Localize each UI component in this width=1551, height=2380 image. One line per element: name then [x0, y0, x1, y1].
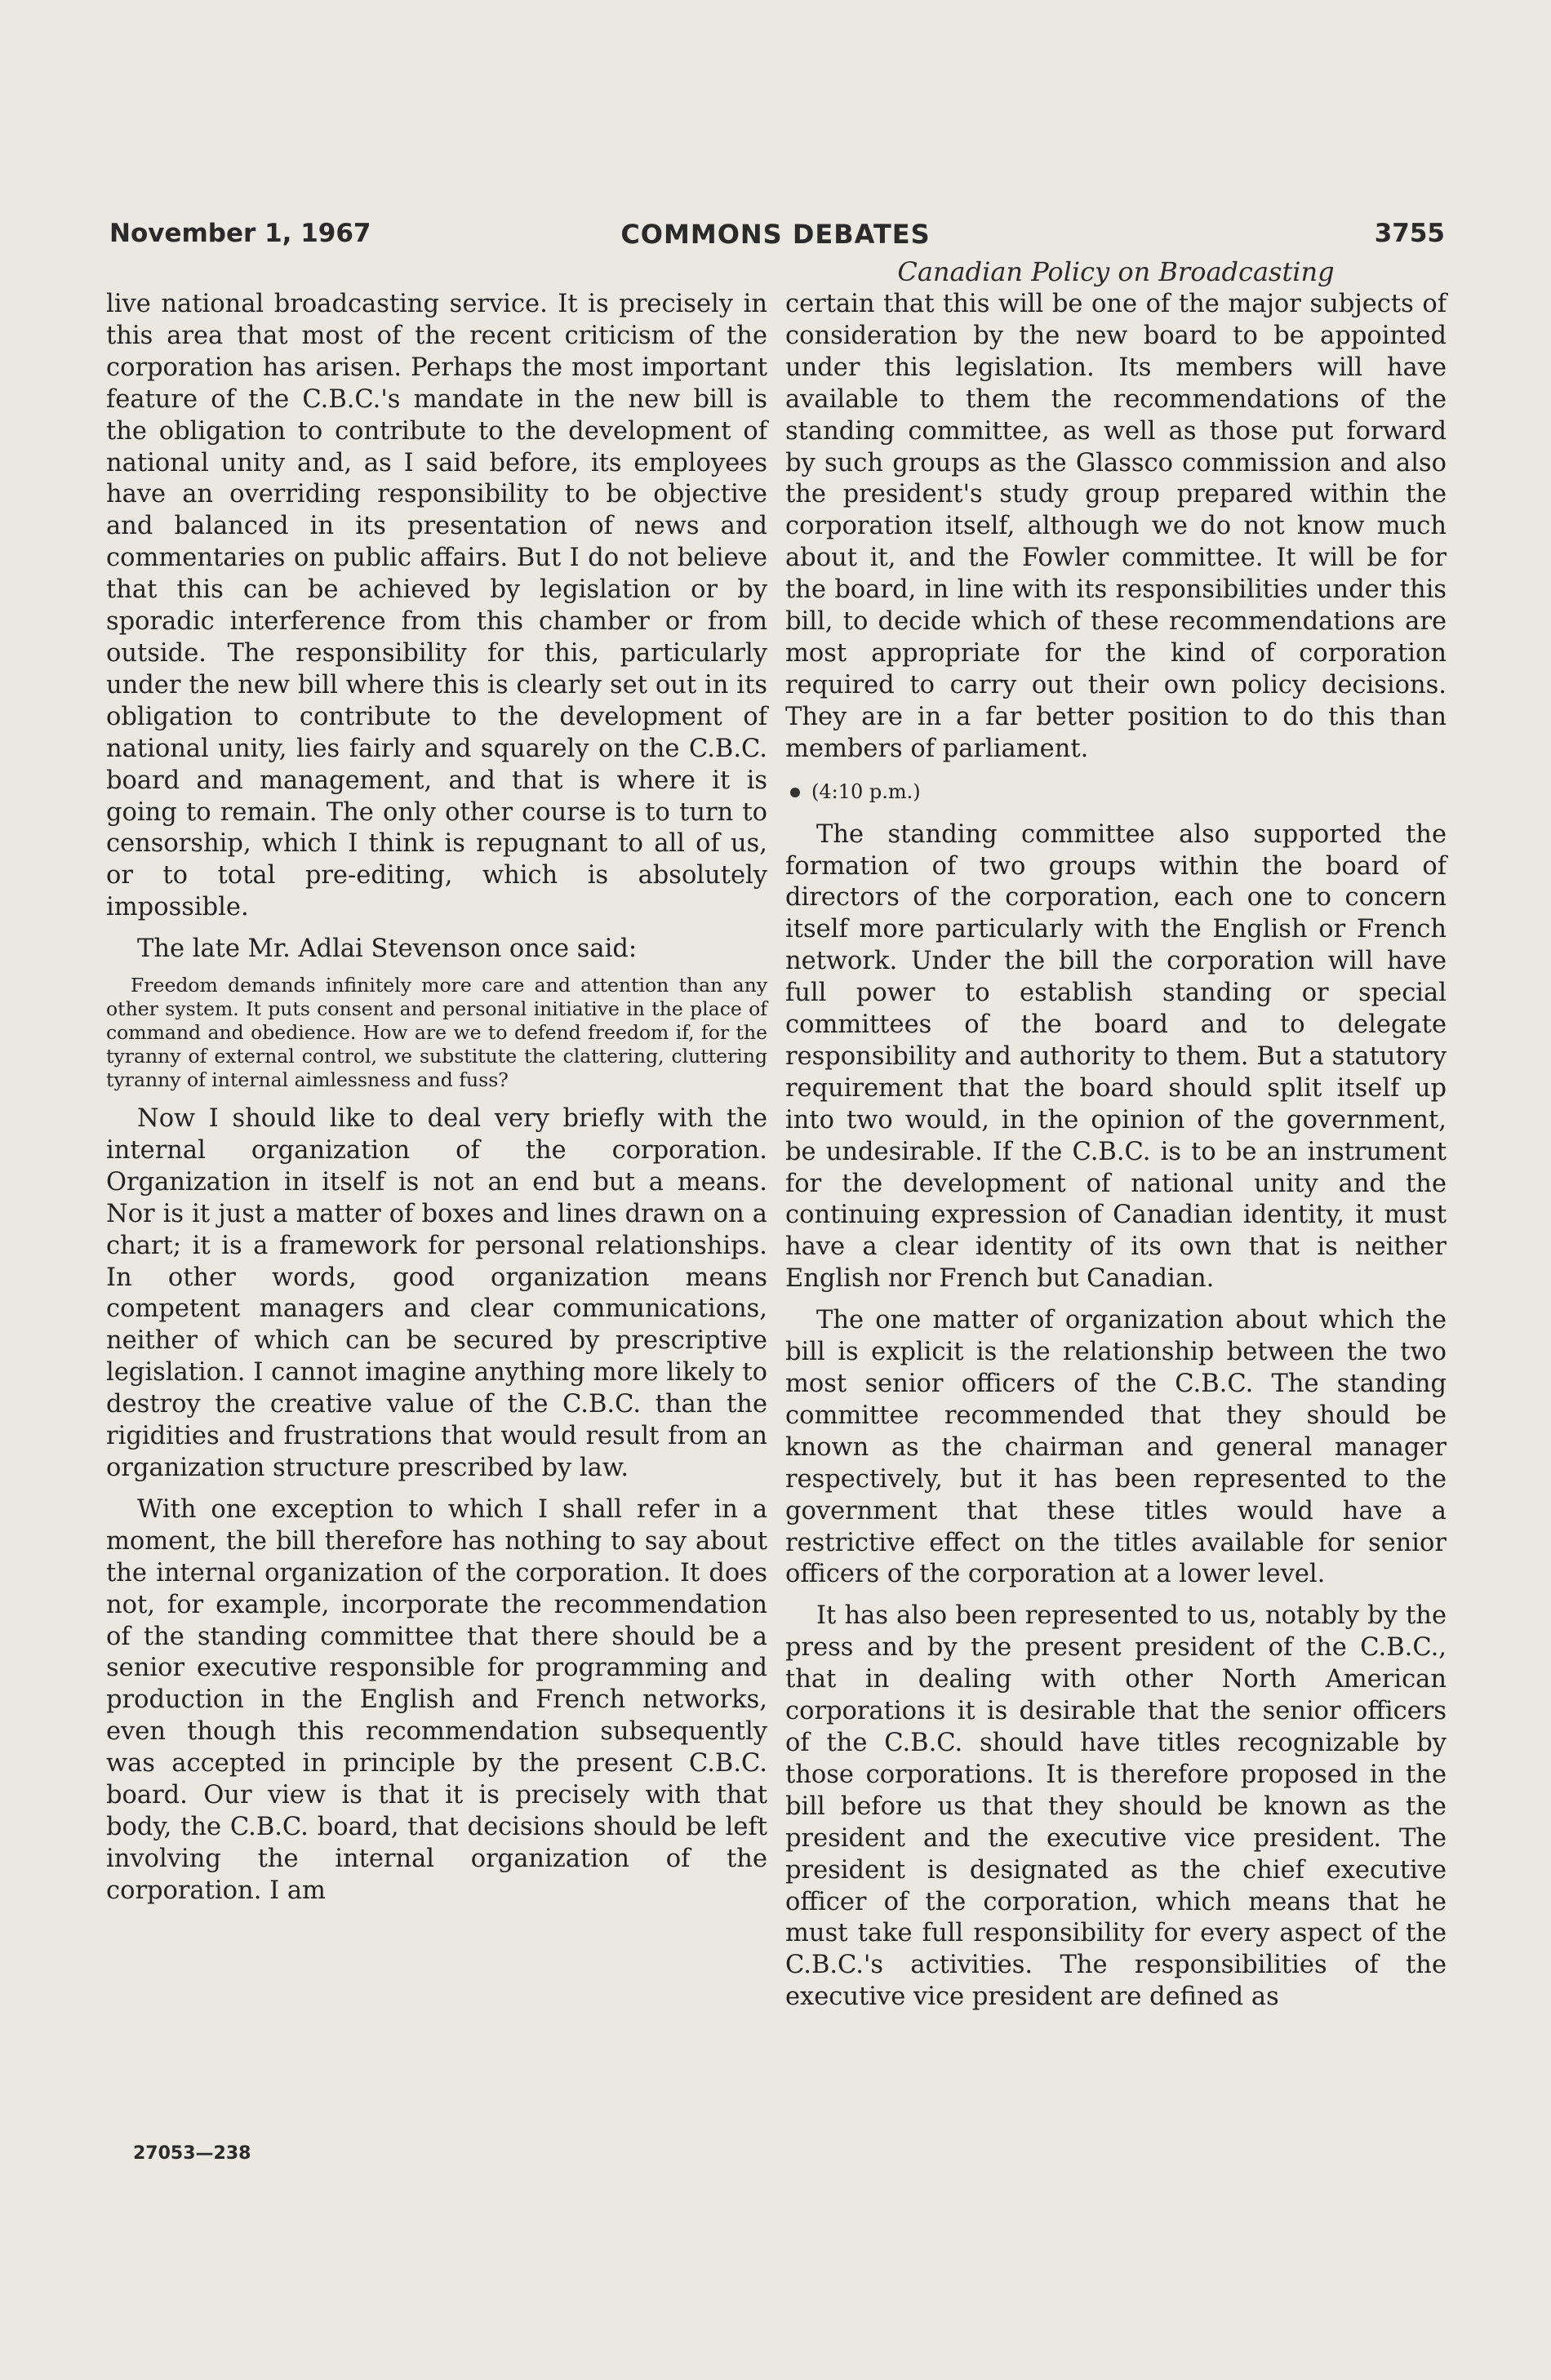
section-subtitle: Canadian Policy on Broadcasting — [897, 256, 1335, 287]
paragraph: It has also been represented to us, notably by the press and by the present president of the C.B.C., that in dealing with other North American corporations it is desirable that the senior officers of the C.B.C. should have titles recognizable by those corporations. It is therefore proposed in the bill before us that they should be known as the president and the executive vice president. The president is designated as the chief executive officer of the corporation, which means that he must take full responsibility for every aspect of the C.B.C.'s activities. The responsibilities of the executive vice president are defined as — [785, 1601, 1447, 2012]
paragraph: certain that this will be one of the major subjects of consideration by the new board to be appointed under this legislation. Its members will have available to them the recommendations of the standing committee, as well as those put forward by such groups as the Glassco commission and also the president's study group prepared within the corporation itself, although we do not know much about it, and the Fowler committee. It will be for the board, in line with its responsibilities under this bill, to decide which of these recommendations are most appropriate for the kind of corporation required to carry out their own policy decisions. They are in a far better position to do this than members of parliament. — [785, 290, 1447, 763]
block-quote: Freedom demands infinitely more care and attention than any other system. It puts consent and personal initiative in the place of command and obedience. How are we to defend freedom if, for the tyranny of external control, we substitute the clattering, cluttering tyranny of internal aimlessness and fuss? — [106, 974, 767, 1092]
bullet-icon — [790, 788, 800, 797]
time-stamp — [785, 779, 1447, 805]
time-text: (4:10 p.m.) — [811, 779, 921, 803]
paragraph: The late Mr. Adlai Stevenson once said: — [137, 935, 638, 964]
paragraph: live national broadcasting service. It is precisely in this area that most of the recent criticism of the corporation has arisen. Perhaps the most important feature of the C.B.C.'s mandate in the new bill is the obligation to contribute to the development of national unity and, as I said before, its employees have an overriding responsibility to be objective and balanced in its presentation of news and commentaries on public affairs. But I do not believe that this can be achieved by legislation or by sporadic interference from this chamber or from outside. The responsibility for this, particularly under the new bill where this is clearly set out in its obligation to contribute to the development of national unity, lies fairly and squarely on the C.B.C. board and management, and that is where it is going to remain. The only other course is to turn to censorship, which I think is repugnant to all of us, or to total pre-editing, which is absolutely impossible. — [106, 290, 767, 922]
footer-code: 27053—238 — [133, 2143, 251, 2164]
paragraph: Now I should like to deal very briefly with the internal organization of the corporation. Organization in itself is not an end but a means. Nor is it just a matter of boxes and lines drawn on a chart; it is a framework for personal relationships. In other words, good organization means competent managers and clear communications, neither of which can be secured by prescriptive legislation. I cannot imagine anything more likely to destroy the creative value of the C.B.C. than the rigidities and frustrations that would result from an organization structure prescribed by law. — [106, 1104, 767, 1482]
paragraph: The standing committee also supported the formation of two groups within the board of directors of the corporation, each one to concern itself more particularly with the English or French network. Under the bill the corporation will have full power to establish standing or special committees of the board and to delegate responsibility and authority to them. But a statutory requirement that the board should split itself up into two would, in the opinion of the government, be undesirable. If the C.B.C. is to be an instrument for the development of national unity and the continuing expression of Canadian identity, it must have a clear identity of its own that is neither English nor French but Canadian. — [785, 819, 1447, 1294]
paragraph: With one exception to which I shall refer in a moment, the bill therefore has nothing to say about the internal organization of the corporation. It does not, for example, incorporate the recommendation of the standing committee that there should be a senior executive responsible for programming and production in the English and French networks, even though this recommendation subsequently was accepted in principle by the present C.B.C. board. Our view is that it is precisely with that body, the C.B.C. board, that decisions should be left involving the internal organization of the corporation. I am — [106, 1494, 767, 1905]
right-column — [785, 289, 1447, 2014]
left-column — [106, 289, 767, 1907]
header-title: COMMONS DEBATES — [620, 219, 931, 250]
header-date: November 1, 1967 — [109, 219, 371, 248]
paragraph: The one matter of organization about which the bill is explicit is the relationship between the two most senior officers of the C.B.C. The standing committee recommended that they should be known as the chairman and general manager respectively, but it has been represented to the government that these titles would have a restrictive effect on the titles available for senior officers of the corporation at a lower level. — [785, 1306, 1447, 1589]
header-page-number: 3755 — [1374, 219, 1445, 248]
